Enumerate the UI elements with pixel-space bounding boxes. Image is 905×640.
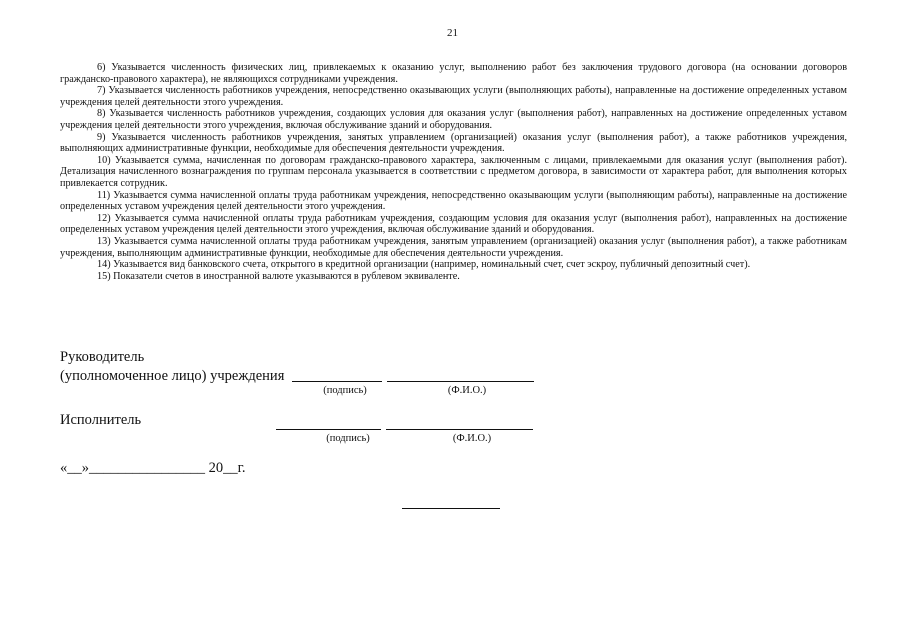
footnote-6: 6) Указывается численность физических лиц, привлекаемых к оказанию услуг, выполнению работ без заключения трудового договора (на основании договоров гражданско-правового характера), не являющихся сотрудниками учреждения.: [60, 62, 847, 85]
executor-name-caption: (Ф.И.О.): [452, 433, 492, 444]
footnote-10: 10) Указывается сумма, начисленная по договорам гражданско-правового характера, заключенным с лицами, привлекаемыми для оказания услуг (выполнения работ). Детализация начисленного вознаграждения по группам персонала указывается в соответствии с предметом договора, в зависимости от характера работ, для выполнения которых привлекается сотрудник.: [60, 154, 847, 189]
footnote-11: 11) Указывается сумма начисленной оплаты труда работникам учреждения, непосредственно оказывающим услуги (выполняющим работы), направленные на достижение определенных уставом учреждения целей деятельности этого учреждения.: [60, 189, 847, 213]
head-signature-name-line: [387, 381, 534, 382]
footnote-8: 8) Указывается численность работников учреждения, создающих условия для оказания услуг (выполнения работ), направленных на достижение определенных уставом учреждения целей деятельности этого учреждения, включая обслуживание зданий и оборудования.: [60, 108, 847, 131]
footnote-14: 14) Указывается вид банковского счета, открытого в кредитной организации (например, номинальный счет, счет эскроу, публичный депозитный счет).: [97, 259, 751, 271]
footnote-13: 13) Указывается сумма начисленной оплаты труда работникам учреждения, занятым управлением (организацией) оказания услуг (выполнения работ), а также работникам учреждения, выполняющим административные функции, необходимые для обеспечения деятельности учреждения.: [60, 235, 847, 259]
head-signature-sign-line: [292, 381, 382, 382]
head-signature-name-caption: (Ф.И.О.): [447, 385, 487, 396]
footnote-12: 12) Указывается сумма начисленной оплаты труда работникам учреждения, создающим условия для оказания услуг (выполнения работ), направленных на достижение определенных уставом учреждения целей деятельности этого учреждения, включая обслуживание зданий и оборудования.: [60, 212, 847, 236]
footnotes-section: [60, 62, 847, 282]
head-signature-label-1: Руководитель: [60, 349, 145, 365]
executor-sign-caption: (подпись): [326, 433, 370, 444]
footnote-15: 15) Показатели счетов в иностранной валюте указываются в рублевом эквиваленте.: [97, 270, 460, 282]
head-signature-sign-caption: (подпись): [323, 385, 367, 396]
date-line: «__»________________ 20__г.: [60, 460, 246, 476]
executor-label: Исполнитель: [60, 412, 142, 428]
footnote-9: 9) Указывается численность работников учреждения, занятых управлением (организацией) оказания услуг (выполнения работ), а также работников учреждения, выполняющих административные функции, необходимые для обеспечения деятельности учреждения.: [60, 131, 847, 155]
executor-sign-line: [276, 429, 381, 430]
executor-name-line: [386, 429, 533, 430]
bottom-divider: [402, 508, 500, 509]
page-number: 21: [447, 27, 458, 39]
footnote-7: 7) Указывается численность работников учреждения, непосредственно оказывающих услуги (выполняющих работы), направленные на достижение определенных уставом учреждения целей деятельности этого учреждения.: [60, 85, 847, 108]
head-signature-label-2: (уполномоченное лицо) учреждения: [60, 368, 285, 384]
